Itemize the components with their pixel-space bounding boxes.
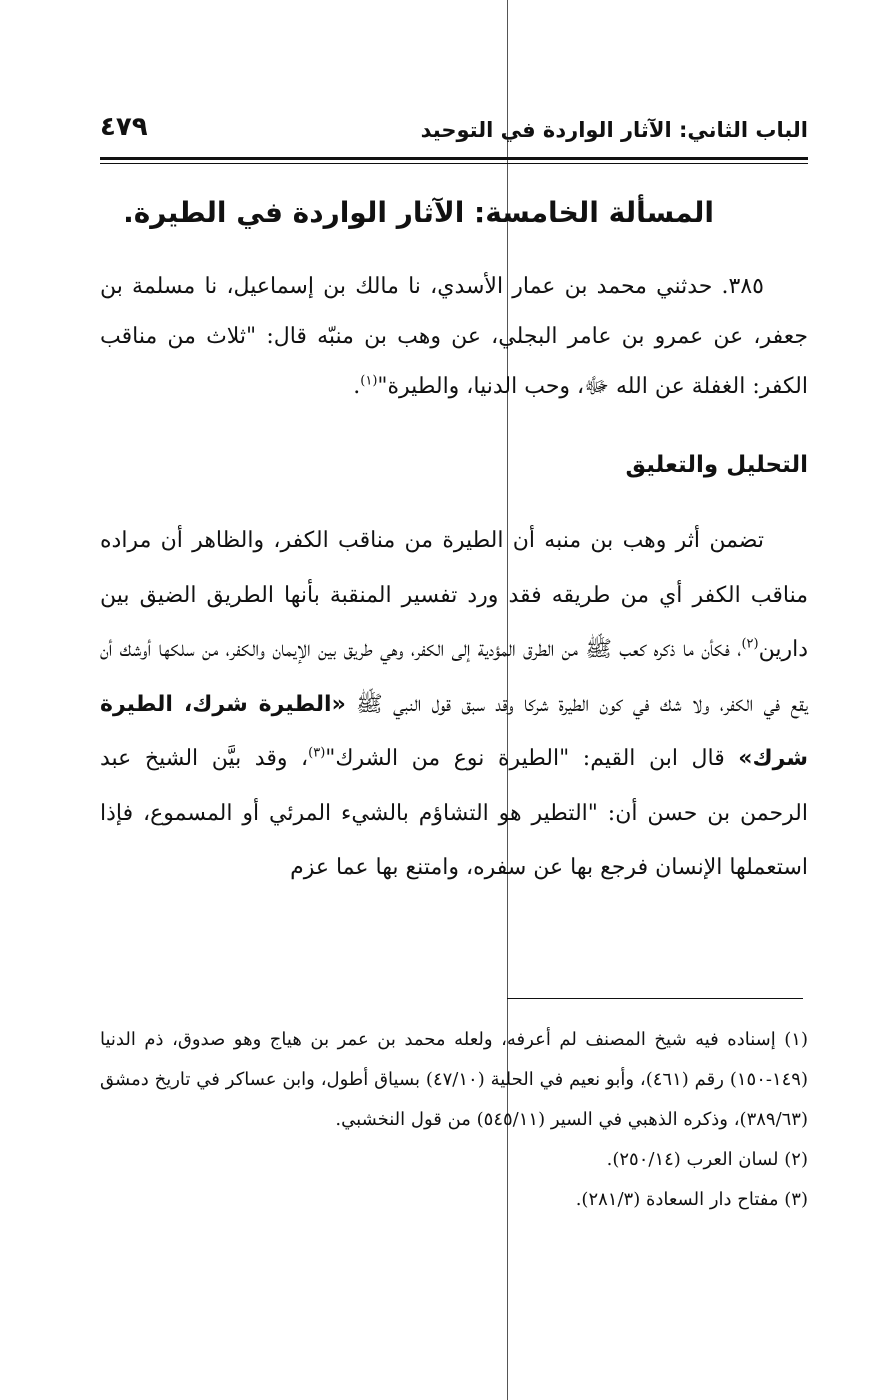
commentary-part-2: ، فكأن ما ذكره كعب ﷺ من الطرق المؤدية إلى الكفر، وهي طريق بين الإيمان والكفر، من سلكها أوشك أن يقع في الكفر، ولا شك في كون الطيرة شركا وقد سبق قول النبي ﷺ: [100, 637, 808, 717]
footnote-ref-1[interactable]: (١): [360, 373, 378, 389]
narration-paragraph: [100, 262, 808, 412]
header-rule-thick: [100, 157, 808, 160]
section-title: المسألة الخامسة: الآثار الواردة في الطيرة.: [123, 196, 714, 229]
commentary-part-4: ، وقد بيَّن الشيخ عبد الرحمن بن حسن أن: "التطير هو التشاؤم بالشيء المرئي أو المسموع، فإذا استعملها الإنسان فرجع بها عن سفره، وامتنع بها عما عزم: [100, 746, 808, 880]
footnote-3: (٣) مفتاح دار السعادة (٢٨١/٣).: [575, 1189, 808, 1210]
commentary-paragraph: [100, 514, 808, 896]
header-rule-thin: [100, 163, 808, 164]
footnote-ref-3[interactable]: (٣): [308, 745, 326, 761]
footnote-1: (١) إسناده فيه شيخ المصنف لم أعرفه، ولعله محمد بن عمر بن هياج وهو صدوق، ذم الدنيا (١٤٩-١٥٠) رقم (٤٦١)، وأبو نعيم في الحلية (٤٧/١٠) بسياق أطول، وابن عساكر في تاريخ دمشق (٣٨٩/٦٣)، وذكره الذهبي في السير (٥٤٥/١١) من قول النخشبي.: [100, 1029, 809, 1130]
narration-end: .: [353, 374, 361, 399]
narration-text: ٣٨٥. حدثني محمد بن عمار الأسدي، نا مالك بن إسماعيل، نا مسلمة بن جعفر، عن عمرو بن عامر البجلي، عن وهب بن منبّه قال: "ثلاث من مناقب الكفر: الغفلة عن الله ﷻ، وحب الدنيا، والطيرة": [100, 274, 808, 399]
analysis-heading: التحليل والتعليق: [625, 452, 808, 478]
hadith-quote: «الطيرة شرك، الطيرة شرك»: [100, 691, 808, 771]
commentary-part-3: قال ابن القيم: "الطيرة نوع من الشرك": [325, 746, 739, 771]
footnotes: [100, 1020, 808, 1220]
footnote-separator: [507, 998, 803, 999]
page-header: [100, 112, 808, 152]
running-head: الباب الثاني: الآثار الواردة في التوحيد: [420, 118, 808, 142]
commentary-part-1: تضمن أثر وهب بن منبه أن الطيرة من مناقب الكفر، والظاهر أن مراده مناقب الكفر أي من طريقه فقد ورد تفسير المنقبة بأنها الطريق الضيق بين دارين: [100, 528, 808, 662]
footnote-2: (٢) لسان العرب (٢٥٠/١٤).: [606, 1149, 808, 1170]
footnote-ref-2[interactable]: (٢): [741, 636, 759, 652]
page-number: ٤٧٩: [100, 112, 148, 142]
